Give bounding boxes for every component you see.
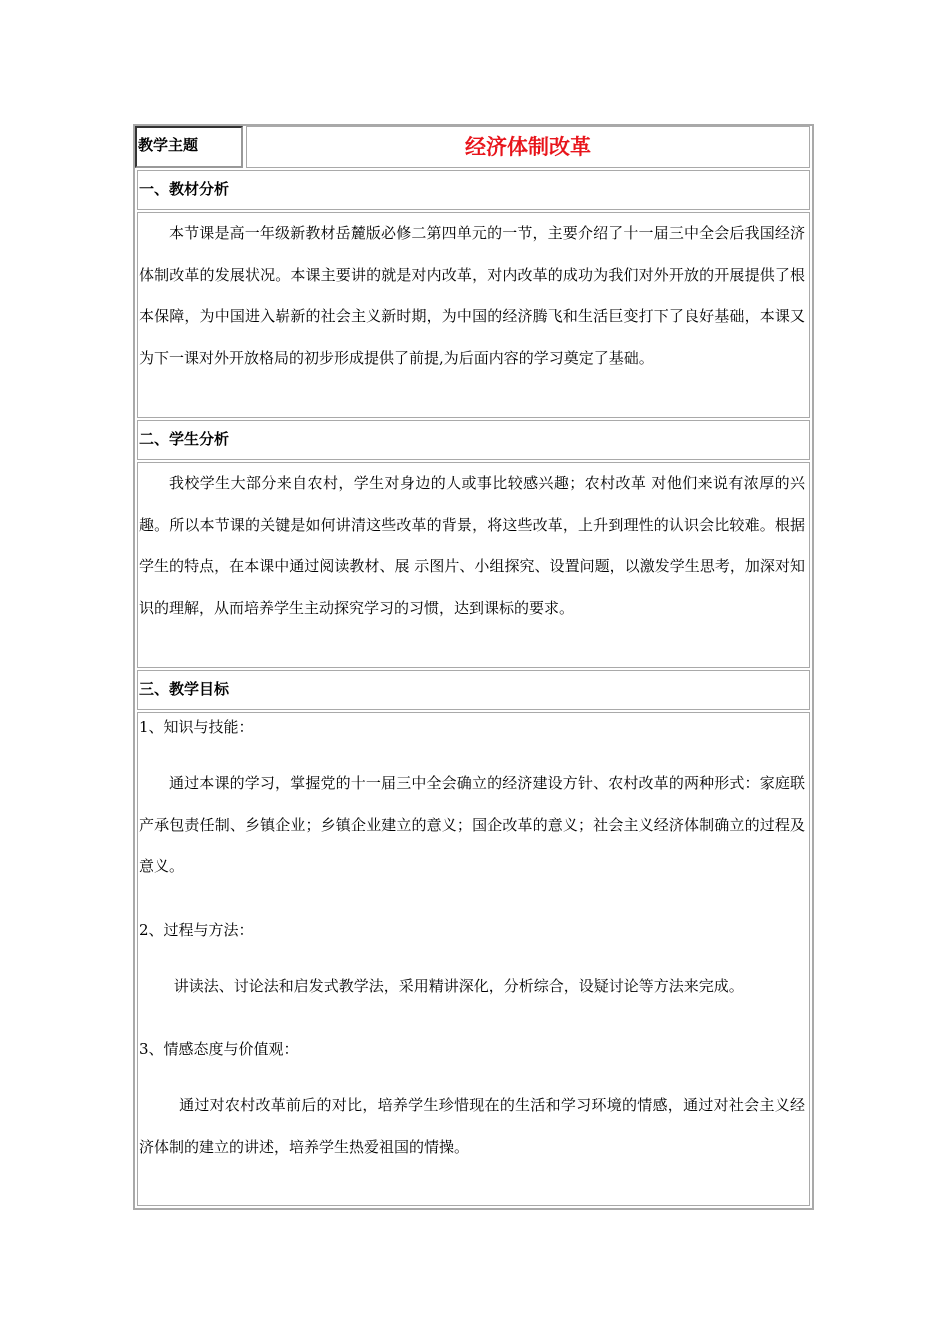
goal-title-attitude: 3、情感态度与价值观： [139, 1040, 299, 1058]
topic-label: 教学主题 [135, 126, 243, 168]
lesson-plan-table [133, 124, 814, 1210]
goal-text-knowledge: 通过本课的学习，掌握党的十一届三中全会确立的经济建设方针、农村改革的两种形式：家庭联产承包责任制、乡镇企业；乡镇企业建立的意义；国企改革的意义；社会主义经济体制确立的过程及意义。 [139, 774, 805, 875]
section-body-textbook-analysis [137, 212, 810, 418]
lesson-title: 经济体制改革 [246, 126, 810, 168]
goal-title-knowledge: 1、知识与技能： [139, 718, 254, 736]
section-body-teaching-goals [137, 712, 810, 1206]
goal-title-process: 2、过程与方法： [139, 920, 254, 939]
goal-text-process: 讲读法、讨论法和启发式教学法，采用精讲深化，分析综合，设疑讨论等方法来完成。 [169, 976, 744, 995]
goal-text-attitude: 通过对农村改革前后的对比，培养学生珍惜现在的生活和学习环境的情感，通过对社会主义经济体制的建立的讲述，培养学生热爱祖国的情操。 [139, 1096, 805, 1156]
section-heading-student-analysis: 二、学生分析 [137, 420, 810, 460]
student-analysis-paragraph: 我校学生大部分来自农村，学生对身边的人或事比较感兴趣；农村改革 对他们来说有浓厚的兴趣。所以本节课的关键是如何讲清这些改革的背景，将这些改革，上升到理性的认识会比较难。根据学生的特点，在本课中通过阅读教材、展 示图片、小组探究、设置问题，以激发学生思考，加深对知识的理解，从而培养学生主动探究学习的习惯，达到课标的要求。 [139, 474, 805, 617]
section-heading-textbook-analysis: 一、教材分析 [137, 170, 810, 210]
header-row [135, 126, 810, 168]
section-body-student-analysis [137, 462, 810, 668]
section-heading-teaching-goals: 三、教学目标 [137, 670, 810, 710]
textbook-analysis-paragraph: 本节课是高一年级新教材岳麓版必修二第四单元的一节，主要介绍了十一届三中全会后我国经济体制改革的发展状况。本课主要讲的就是对内改革，对内改革的成功为我们对外开放的开展提供了根本保障，为中国进入崭新的社会主义新时期，为中国的经济腾飞和生活巨变打下了良好基础，本课又为下一课对外开放格局的初步形成提供了前提,为后面内容的学习奠定了基础。 [139, 224, 805, 367]
